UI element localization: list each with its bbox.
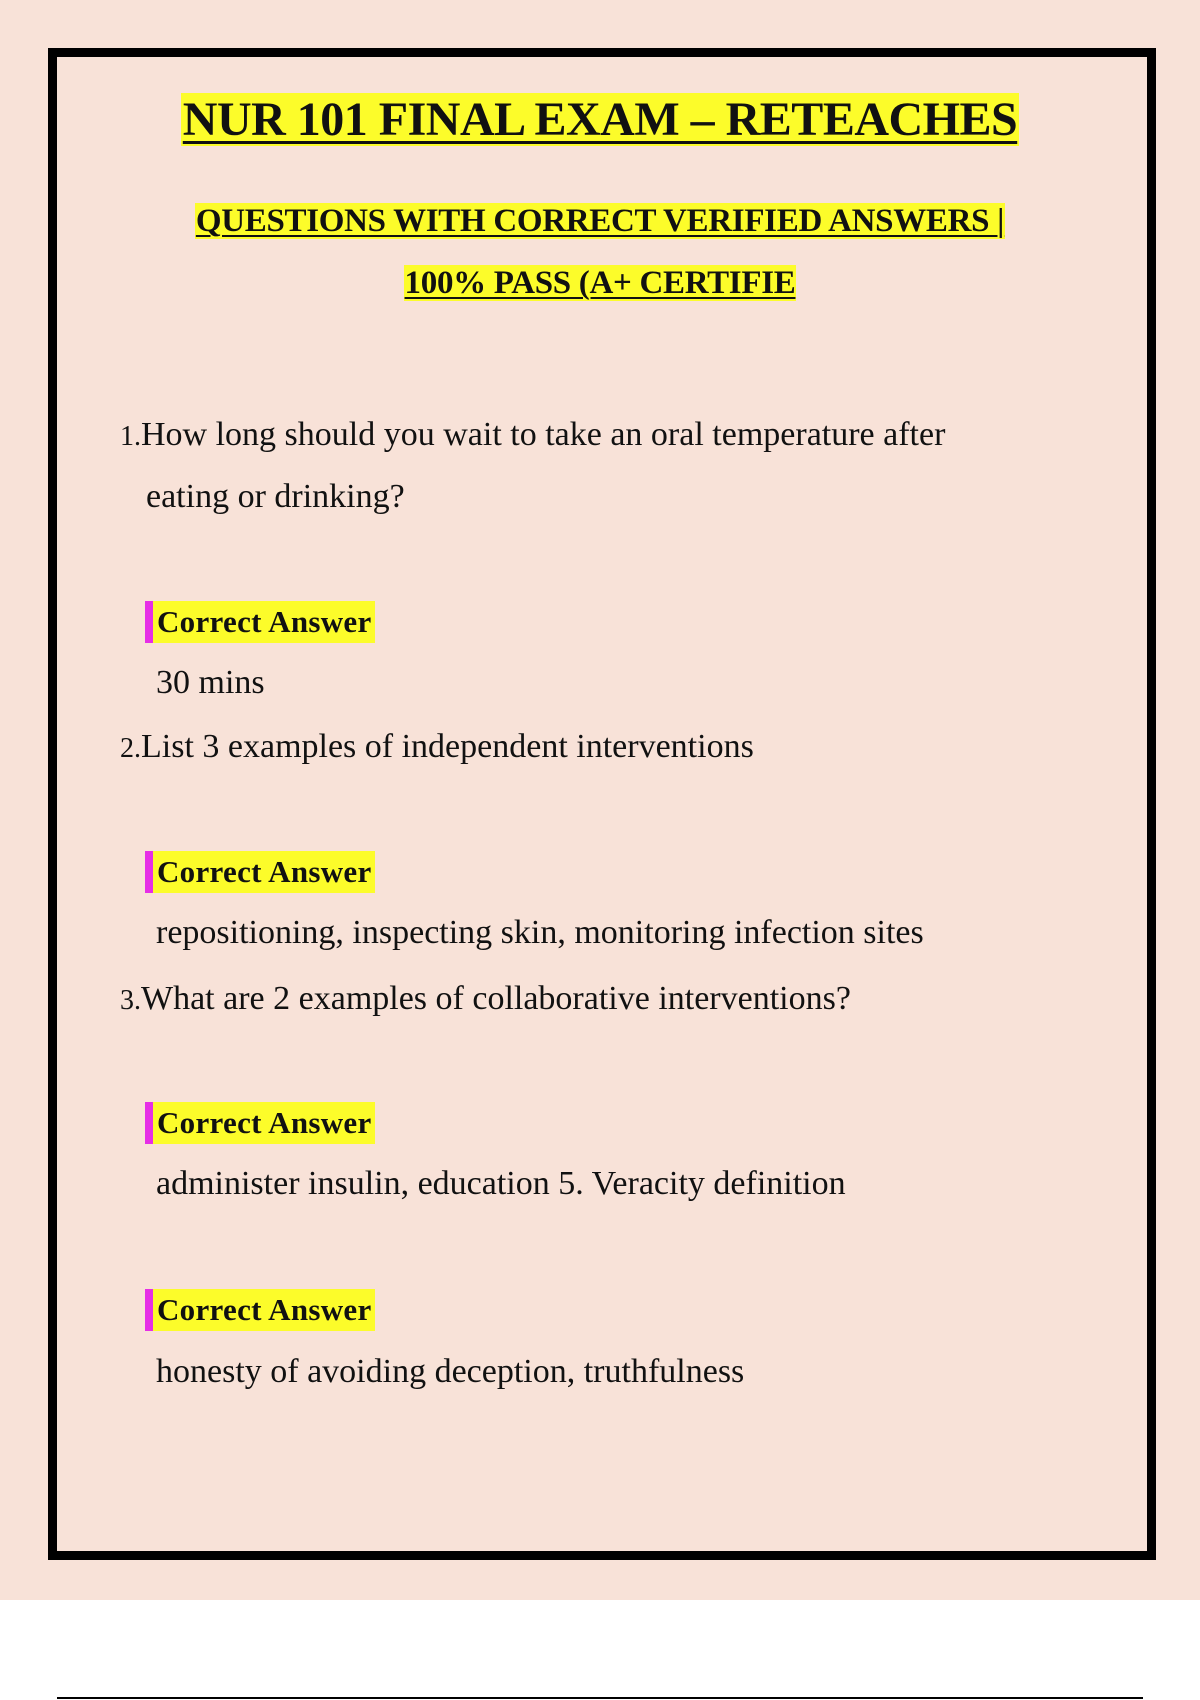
document-subtitle-line-2 <box>0 265 1200 302</box>
question-text: What are 2 examples of collaborative interventions? <box>141 980 851 1017</box>
answer-3: administer insulin, education 5. Veracity definition <box>156 1165 846 1202</box>
footer-divider <box>57 1697 1143 1699</box>
answer-4: honesty of avoiding deception, truthfulness <box>156 1353 745 1390</box>
question-2 <box>120 716 754 780</box>
correct-answer-badge: Correct Answer <box>145 1289 375 1331</box>
question-1-continuation: eating or drinking? <box>146 478 405 515</box>
subtitle-text-2: 100% PASS (A+ CERTIFIE <box>404 265 796 301</box>
question-text: How long should you wait to take an oral temperature after <box>141 416 946 453</box>
question-number: 2. <box>120 733 141 764</box>
correct-answer-badge: Correct Answer <box>145 851 375 893</box>
answer-1: 30 mins <box>156 664 265 701</box>
answer-2: repositioning, inspecting skin, monitoring infection sites <box>156 914 924 951</box>
subtitle-text-1: QUESTIONS WITH CORRECT VERIFIED ANSWERS | <box>195 203 1005 239</box>
correct-answer-badge: Correct Answer <box>145 601 375 643</box>
title-text: NUR 101 FINAL EXAM – RETEACHES <box>182 93 1018 146</box>
question-1 <box>120 404 945 468</box>
question-text: List 3 examples of independent interventions <box>141 728 754 765</box>
question-3 <box>120 968 851 1032</box>
document-subtitle-line-1 <box>0 203 1200 240</box>
correct-answer-badge: Correct Answer <box>145 1102 375 1144</box>
document-title <box>0 92 1200 147</box>
question-number: 3. <box>120 985 141 1016</box>
question-number: 1. <box>120 421 141 452</box>
